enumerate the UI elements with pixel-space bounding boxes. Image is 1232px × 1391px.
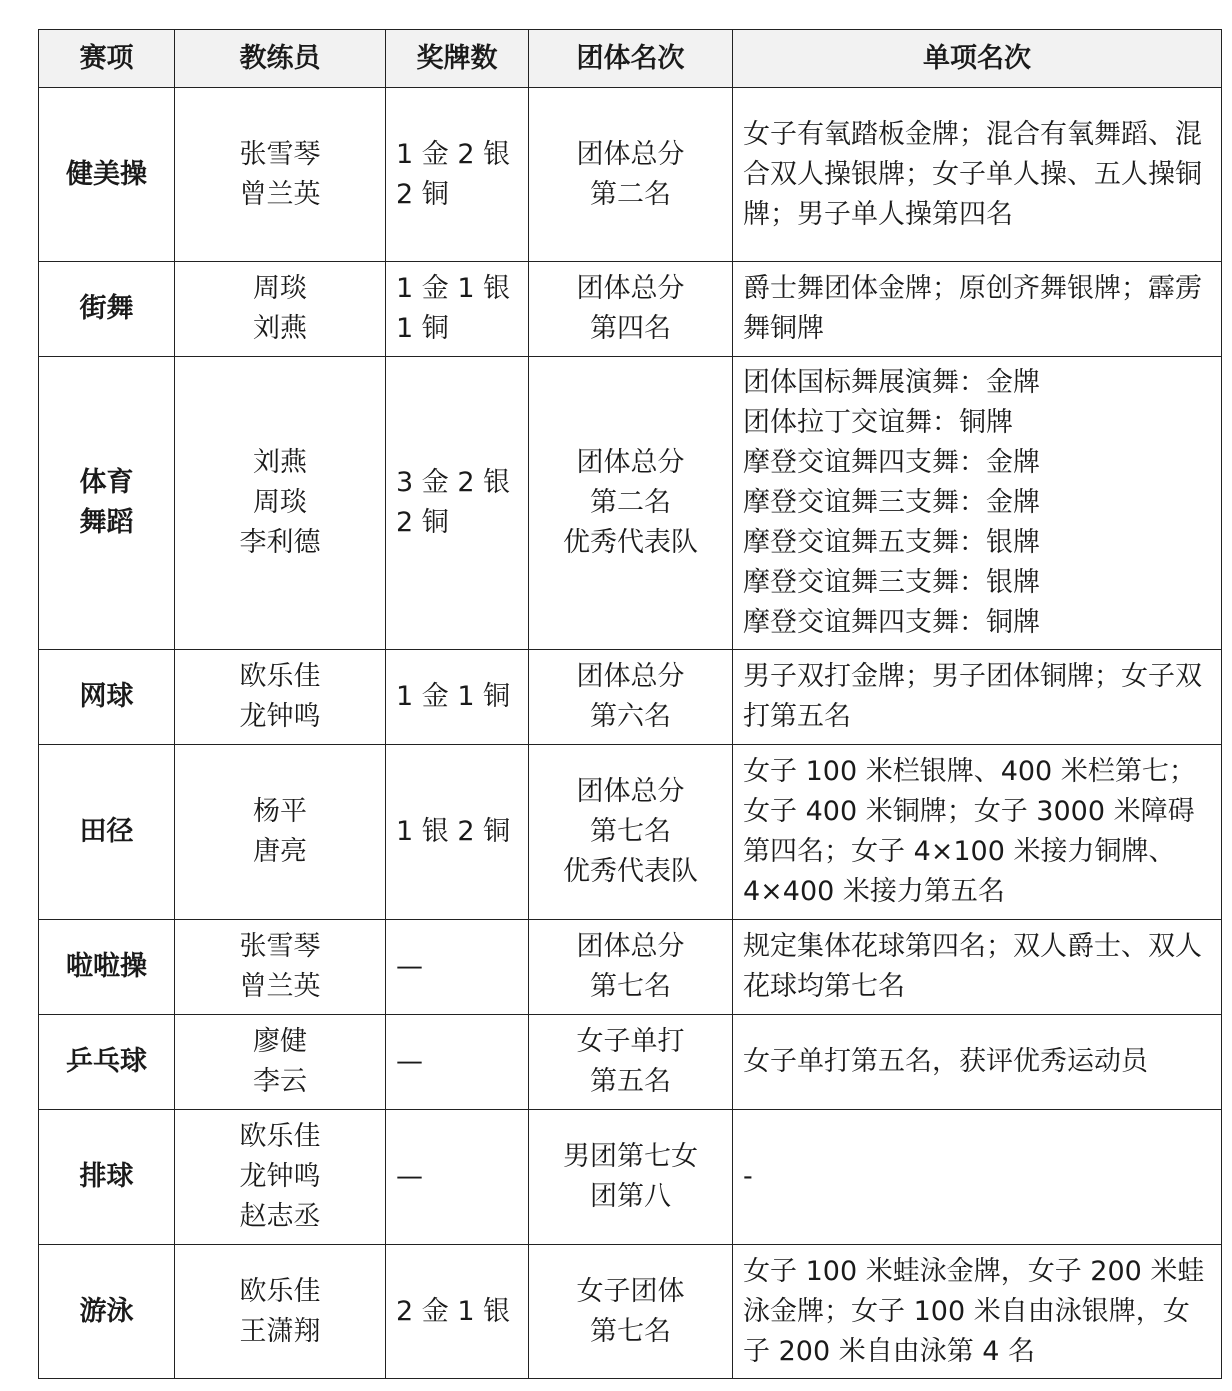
- individual-rank-cell: -: [733, 1110, 1222, 1245]
- table-row: [39, 1110, 1222, 1245]
- header-coaches: 教练员: [175, 30, 386, 88]
- event-cell: 网球: [39, 650, 175, 745]
- header-event: 赛项: [39, 30, 175, 88]
- table-body: [39, 88, 1222, 1379]
- team-rank-cell: 团体总分 第七名: [529, 920, 733, 1015]
- coaches-cell: 杨平 唐亮: [175, 745, 386, 920]
- table-row: [39, 745, 1222, 920]
- event-cell: 排球: [39, 1110, 175, 1245]
- event-cell: 体育 舞蹈: [39, 357, 175, 650]
- individual-rank-cell: 男子双打金牌；男子团体铜牌；女子双打第五名: [733, 650, 1222, 745]
- event-cell: 啦啦操: [39, 920, 175, 1015]
- team-rank-cell: 团体总分 第二名 优秀代表队: [529, 357, 733, 650]
- table-row: [39, 88, 1222, 262]
- event-cell: 健美操: [39, 88, 175, 262]
- coaches-cell: 欧乐佳 王潇翔: [175, 1245, 386, 1379]
- results-table: [38, 29, 1222, 1379]
- individual-rank-cell: 爵士舞团体金牌；原创齐舞银牌；霹雳舞铜牌: [733, 262, 1222, 357]
- header-team-rank: 团体名次: [529, 30, 733, 88]
- table-row: [39, 262, 1222, 357]
- table-row: [39, 1015, 1222, 1110]
- coaches-cell: 欧乐佳 龙钟鸣 赵志丞: [175, 1110, 386, 1245]
- team-rank-cell: 女子团体 第七名: [529, 1245, 733, 1379]
- team-rank-cell: 团体总分 第七名 优秀代表队: [529, 745, 733, 920]
- header-row: [39, 30, 1222, 88]
- event-cell: 游泳: [39, 1245, 175, 1379]
- table-row: [39, 357, 1222, 650]
- coaches-cell: 张雪琴 曾兰英: [175, 920, 386, 1015]
- medals-cell: 2 金 1 银: [386, 1245, 529, 1379]
- table-header: [39, 30, 1222, 88]
- table-row: [39, 650, 1222, 745]
- coaches-cell: 欧乐佳 龙钟鸣: [175, 650, 386, 745]
- medals-cell: 1 金 1 银 1 铜: [386, 262, 529, 357]
- header-medals: 奖牌数: [386, 30, 529, 88]
- individual-rank-cell: 女子有氧踏板金牌；混合有氧舞蹈、混合双人操银牌；女子单人操、五人操铜牌；男子单人操第四名: [733, 88, 1222, 262]
- coaches-cell: 张雪琴 曾兰英: [175, 88, 386, 262]
- medals-cell: —: [386, 1110, 529, 1245]
- table-row: [39, 1245, 1222, 1379]
- individual-rank-cell: 女子 100 米栏银牌、400 米栏第七；女子 400 米铜牌；女子 3000 米障碍第四名；女子 4×100 米接力铜牌、4×400 米接力第五名: [733, 745, 1222, 920]
- coaches-cell: 廖健 李云: [175, 1015, 386, 1110]
- team-rank-cell: 团体总分 第四名: [529, 262, 733, 357]
- table-row: [39, 920, 1222, 1015]
- team-rank-cell: 团体总分 第六名: [529, 650, 733, 745]
- medals-cell: —: [386, 920, 529, 1015]
- medals-cell: 1 银 2 铜: [386, 745, 529, 920]
- medals-cell: 1 金 1 铜: [386, 650, 529, 745]
- event-cell: 街舞: [39, 262, 175, 357]
- individual-rank-cell: 女子 100 米蛙泳金牌，女子 200 米蛙泳金牌；女子 100 米自由泳银牌，女子 200 米自由泳第 4 名: [733, 1245, 1222, 1379]
- team-rank-cell: 女子单打 第五名: [529, 1015, 733, 1110]
- team-rank-cell: 团体总分 第二名: [529, 88, 733, 262]
- medals-cell: 1 金 2 银 2 铜: [386, 88, 529, 262]
- team-rank-cell: 男团第七女 团第八: [529, 1110, 733, 1245]
- event-cell: 田径: [39, 745, 175, 920]
- individual-rank-cell: 规定集体花球第四名；双人爵士、双人花球均第七名: [733, 920, 1222, 1015]
- individual-rank-cell: 女子单打第五名，获评优秀运动员: [733, 1015, 1222, 1110]
- coaches-cell: 刘燕 周琰 李利德: [175, 357, 386, 650]
- header-individual-rank: 单项名次: [733, 30, 1222, 88]
- event-cell: 乒乓球: [39, 1015, 175, 1110]
- medals-cell: —: [386, 1015, 529, 1110]
- medals-cell: 3 金 2 银 2 铜: [386, 357, 529, 650]
- individual-rank-cell: 团体国标舞展演舞：金牌 团体拉丁交谊舞：铜牌 摩登交谊舞四支舞：金牌 摩登交谊舞三支舞：金牌 摩登交谊舞五支舞：银牌 摩登交谊舞三支舞：银牌 摩登交谊舞四支舞：铜牌: [733, 357, 1222, 650]
- coaches-cell: 周琰 刘燕: [175, 262, 386, 357]
